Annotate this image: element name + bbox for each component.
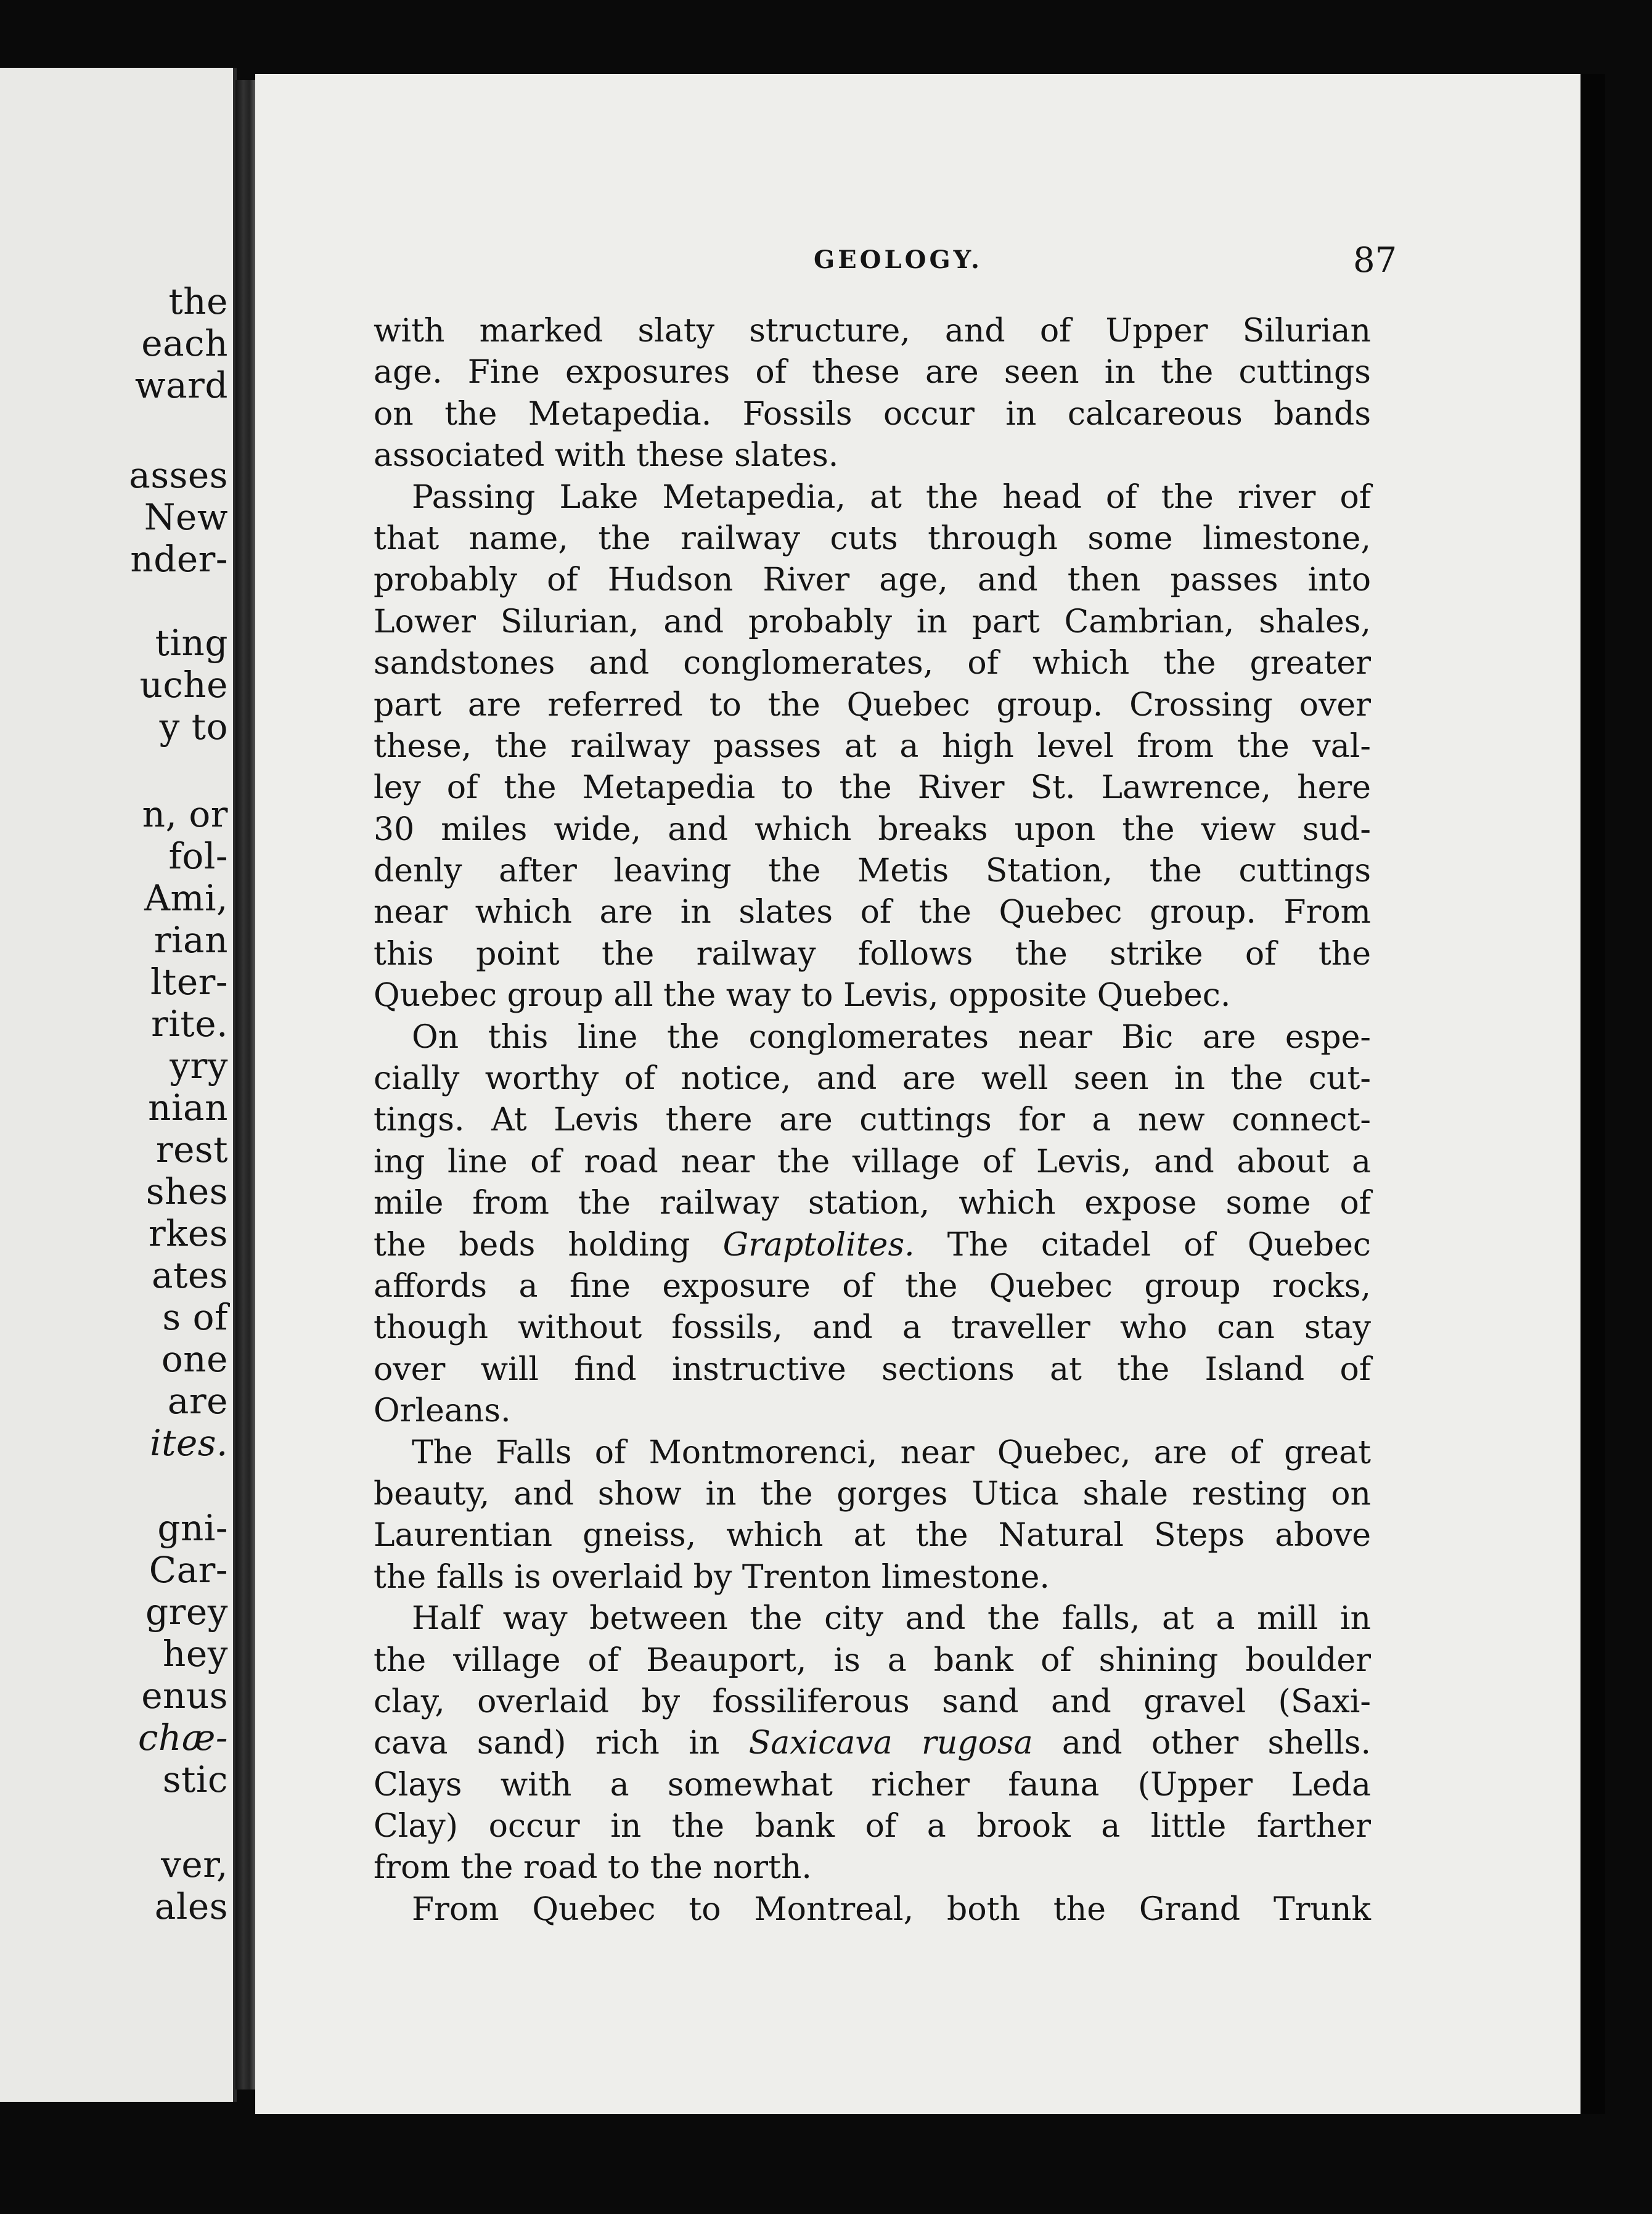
text-line: Passing Lake Metapedia, at the head of the river of [412, 478, 1371, 516]
facing-page-fragment: n, or [142, 793, 228, 835]
facing-page-fragment: ver, [161, 1844, 228, 1885]
facing-page-fragment: rian [153, 919, 228, 961]
facing-page-fragment: chæ- [138, 1717, 228, 1759]
page-number: 87 [1353, 240, 1397, 280]
facing-page-fragment: lter- [150, 961, 228, 1003]
text-line: Half way between the city and the falls, at a mill in [412, 1600, 1371, 1638]
facing-page-fragment: ting [155, 622, 228, 664]
facing-page-fragment: rkes [149, 1212, 228, 1254]
text-line: from the road to the north. [374, 1849, 812, 1887]
facing-page-fragment: enus [141, 1675, 228, 1717]
facing-page-fragment: New [144, 496, 228, 538]
text-line: the village of Beauport, is a bank of shining boulder [374, 1641, 1371, 1679]
text-line: clay, overlaid by fossiliferous sand and gravel (Saxi- [374, 1683, 1371, 1720]
facing-page-fragment: ales [154, 1885, 228, 1927]
facing-page-fragment: rest [155, 1129, 228, 1170]
facing-page-edge [0, 68, 237, 2102]
facing-page-fragment: stic [162, 1759, 228, 1800]
text-line: 30 miles wide, and which breaks upon the view sud- [374, 811, 1371, 848]
facing-page-fragment: grey [145, 1591, 228, 1633]
body-text [374, 311, 1371, 1930]
facing-page-fragment: gni- [157, 1507, 228, 1549]
text-line: Quebec group all the way to Levis, opposite Quebec. [374, 977, 1231, 1015]
text-line: cially worthy of notice, and are well seen in the cut- [374, 1060, 1371, 1098]
text-line: that name, the railway cuts through some limestone, [374, 520, 1371, 557]
facing-page-fragment: y to [159, 706, 228, 748]
text-line [374, 1723, 1371, 1764]
italic-term: Graptolites. [722, 1226, 915, 1264]
facing-page-fragment: nder- [130, 538, 228, 580]
text-line: Laurentian gneiss, which at the Natural Steps above [374, 1517, 1371, 1554]
book-page [255, 74, 1605, 2114]
facing-page-fragment: ates [152, 1254, 228, 1296]
running-title: GEOLOGY. [814, 245, 983, 274]
text-segment: cava sand) rich in [374, 1725, 749, 1762]
book-gutter [235, 80, 255, 2089]
text-line: Orleans. [374, 1392, 511, 1430]
facing-page-fragment: ites. [150, 1422, 228, 1464]
text-line: this point the railway follows the strike of the [374, 935, 1371, 973]
text-segment: The citadel of Quebec [914, 1226, 1371, 1264]
facing-page-fragment: fol- [168, 835, 228, 877]
text-line: Clay) occur in the bank of a brook a little farther [374, 1808, 1371, 1845]
text-line: beauty, and show in the gorges Utica shale resting on [374, 1475, 1371, 1513]
text-line: the falls is overlaid by Trenton limestone. [374, 1558, 1050, 1596]
text-line: denly after leaving the Metis Station, the cuttings [374, 852, 1371, 890]
facing-page-fragment: hey [163, 1633, 228, 1675]
text-line: ley of the Metapedia to the River St. Lawrence, here [374, 769, 1371, 807]
text-line: tings. At Levis there are cuttings for a new connect- [374, 1101, 1371, 1139]
text-line: mile from the railway station, which expose some of [374, 1185, 1371, 1222]
text-line: On this line the conglomerates near Bic are espe- [412, 1018, 1371, 1056]
text-line: over will find instructive sections at the Island of [374, 1350, 1371, 1388]
facing-page-fragment: uche [139, 664, 228, 706]
text-line: age. Fine exposures of these are seen in the cuttings [374, 354, 1371, 391]
facing-page-fragment: s of [162, 1296, 228, 1338]
italic-term: Saxicava rugosa [748, 1725, 1033, 1762]
facing-page-fragment: yry [170, 1045, 228, 1087]
text-line: Clays with a somewhat richer fauna (Upper Leda [374, 1766, 1371, 1803]
facing-page-fragment: Ami, [144, 877, 228, 919]
text-line: these, the railway passes at a high level from the val- [374, 727, 1371, 765]
facing-page-fragment: shes [145, 1170, 228, 1212]
text-segment: and other shells. [1032, 1725, 1371, 1762]
facing-page-fragment: asses [129, 454, 228, 496]
text-line: probably of Hudson River age, and then passes into [374, 562, 1371, 599]
facing-page-fragment: are [167, 1380, 228, 1422]
facing-page-fragment: rite. [151, 1003, 228, 1045]
facing-page-fragment: Car- [149, 1549, 228, 1591]
text-line: sandstones and conglomerates, of which the greater [374, 645, 1371, 682]
facing-page-fragment: ward [134, 364, 228, 406]
text-line: near which are in slates of the Quebec group. From [374, 894, 1371, 931]
facing-page-fragment: each [141, 322, 228, 364]
text-line: From Quebec to Montreal, both the Grand Trunk [412, 1890, 1371, 1928]
text-line: though without fossils, and a traveller who can stay [374, 1309, 1371, 1347]
text-line: The Falls of Montmorenci, near Quebec, are of great [412, 1434, 1371, 1471]
text-line: Lower Silurian, and probably in part Cambrian, shales, [374, 603, 1371, 640]
text-line: associated with these slates. [374, 437, 839, 475]
facing-page-fragment: the [168, 280, 228, 322]
text-line: part are referred to the Quebec group. Crossing over [374, 686, 1371, 724]
text-line: ing line of road near the village of Levis, and about a [374, 1143, 1371, 1180]
facing-page-fragment: one [161, 1338, 228, 1380]
text-line: with marked slaty structure, and of Upper Silurian [374, 312, 1371, 349]
text-line: affords a fine exposure of the Quebec group rocks, [374, 1267, 1371, 1305]
text-line: on the Metapedia. Fossils occur in calcareous bands [374, 395, 1371, 433]
facing-page-fragment: nian [148, 1087, 228, 1129]
text-segment: the beds holding [374, 1226, 723, 1264]
text-line [374, 1225, 1371, 1266]
